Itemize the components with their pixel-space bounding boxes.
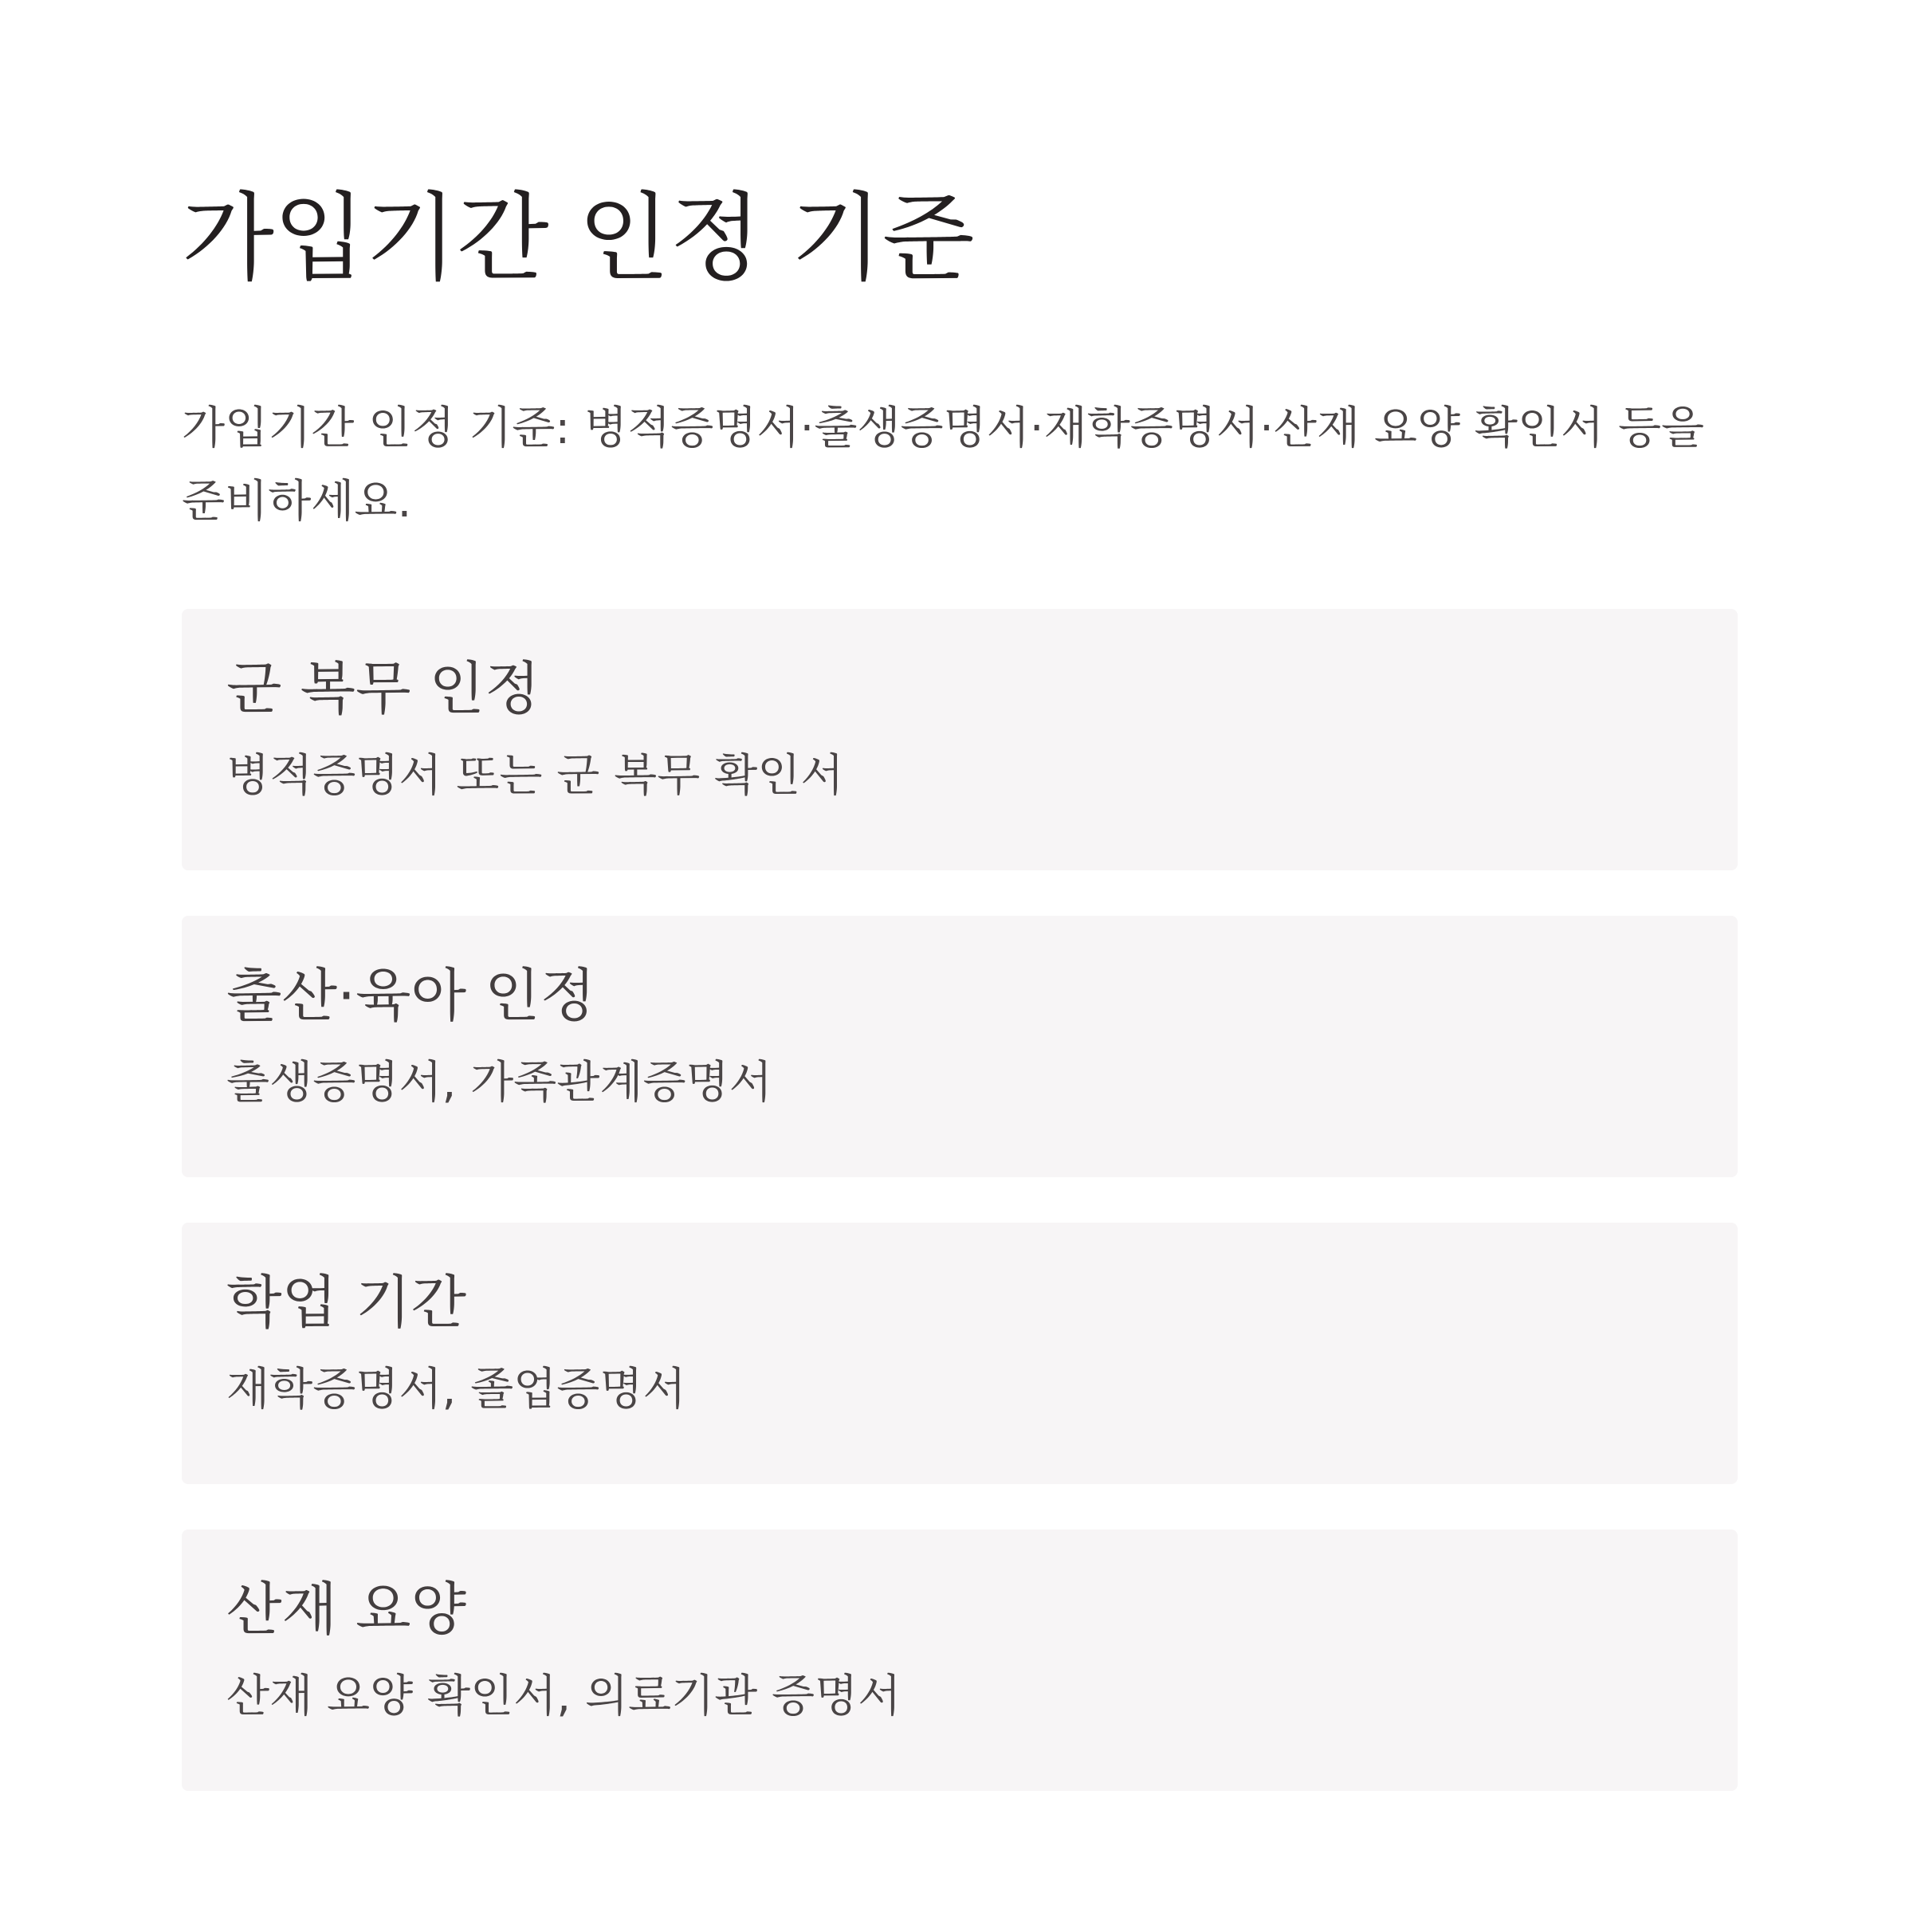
criteria-card-study — [182, 1223, 1738, 1484]
criteria-list — [182, 609, 1738, 1791]
criteria-card-industrial-accident — [182, 1530, 1738, 1791]
card-title: 출산·육아 인정 — [226, 962, 596, 1029]
page-title: 가입기간 인정 기준 — [182, 183, 974, 294]
intro-text: 가입기간 인정 기준: 병적증명서·출생증명서·재학증명서·산재 요양 확인서 등을 준비하세요. — [182, 402, 1705, 528]
main-content — [182, 183, 1738, 1791]
criteria-card-childbirth — [182, 916, 1738, 1177]
card-description: 재학증명서, 졸업증명서 — [226, 1364, 686, 1416]
card-title: 군 복무 인정 — [226, 655, 540, 722]
card-title: 학업 기간 — [226, 1269, 467, 1336]
criteria-card-military — [182, 609, 1738, 870]
card-description: 출생증명서, 가족관계증명서 — [226, 1057, 772, 1109]
card-description: 산재 요양 확인서, 의료기관 증명서 — [226, 1671, 902, 1722]
card-description: 병적증명서 또는 군 복무 확인서 — [226, 750, 844, 802]
card-title: 산재 요양 — [226, 1576, 467, 1643]
